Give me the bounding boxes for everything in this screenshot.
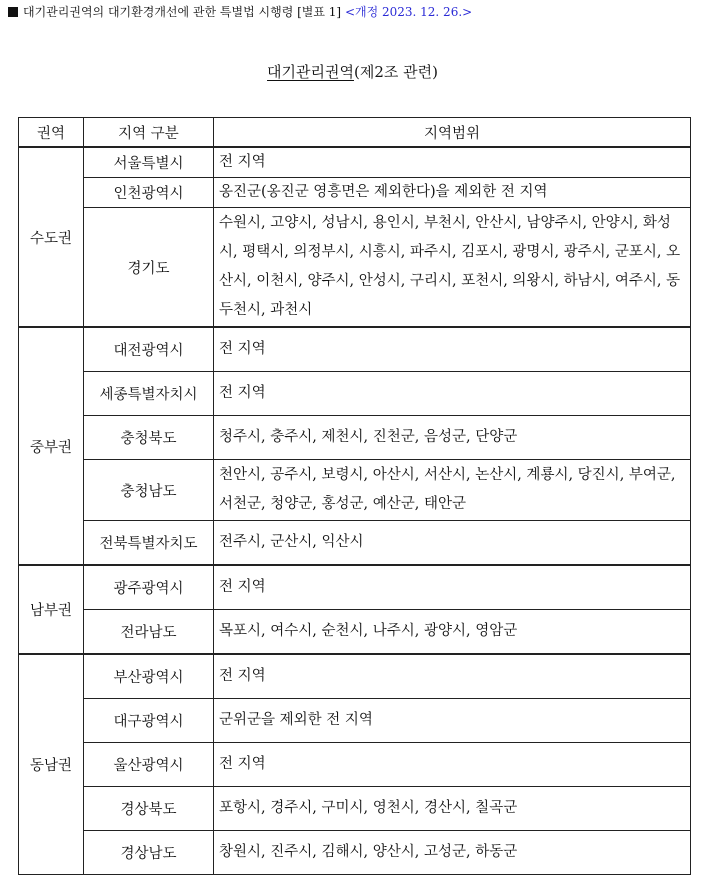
area-cell: 부산광역시 (84, 654, 214, 699)
square-bullet-icon (8, 7, 18, 17)
table-row (19, 460, 691, 521)
scope-cell: 전 지역 (214, 327, 691, 372)
area-cell: 울산광역시 (84, 743, 214, 787)
area-cell: 인천광역시 (84, 178, 214, 208)
scope-cell: 군위군을 제외한 전 지역 (214, 699, 691, 743)
scope-cell: 천안시, 공주시, 보령시, 아산시, 서산시, 논산시, 계룡시, 당진시, 부여군, 서천군, 청양군, 홍성군, 예산군, 태안군 (214, 460, 691, 521)
table-row (19, 699, 691, 743)
zone-southeast: 동남권 (19, 654, 84, 875)
header-area: 지역 구분 (84, 118, 214, 148)
page-title-suffix: (제2조 관련) (353, 63, 438, 81)
table-row (19, 178, 691, 208)
header-zone: 권역 (19, 118, 84, 148)
area-cell: 대구광역시 (84, 699, 214, 743)
scope-cell: 수원시, 고양시, 성남시, 용인시, 부천시, 안산시, 남양주시, 안양시, 화성시, 평택시, 의정부시, 시흥시, 파주시, 김포시, 광명시, 광주시, 군포시, 오산시, 이천시, 양주시, 안성시, 구리시, 포천시, 의왕시, 하남시, 여주시, 동두천시, 과천시 (214, 208, 691, 328)
table-row (19, 610, 691, 655)
scope-cell: 목포시, 여수시, 순천시, 나주시, 광양시, 영암군 (214, 610, 691, 655)
scope-cell: 전주시, 군산시, 익산시 (214, 521, 691, 566)
area-cell: 서울특별시 (84, 147, 214, 178)
area-cell: 충청남도 (84, 460, 214, 521)
area-cell: 충청북도 (84, 416, 214, 460)
scope-cell: 전 지역 (214, 565, 691, 610)
area-cell: 경상남도 (84, 831, 214, 875)
table-row (19, 565, 691, 610)
region-table (18, 117, 691, 875)
table-row (19, 147, 691, 178)
area-cell: 경기도 (84, 208, 214, 328)
header-scope: 지역범위 (214, 118, 691, 148)
table-row (19, 372, 691, 416)
table-row (19, 787, 691, 831)
area-cell: 전북특별자치도 (84, 521, 214, 566)
table-row (19, 208, 691, 328)
header-line (8, 4, 472, 20)
table-row (19, 743, 691, 787)
zone-capital: 수도권 (19, 147, 84, 327)
scope-cell: 포항시, 경주시, 구미시, 영천시, 경산시, 칠곡군 (214, 787, 691, 831)
scope-cell: 청주시, 충주시, 제천시, 진천군, 음성군, 단양군 (214, 416, 691, 460)
area-cell: 대전광역시 (84, 327, 214, 372)
table-row (19, 521, 691, 566)
table-row (19, 654, 691, 699)
table-row (19, 831, 691, 875)
scope-cell: 전 지역 (214, 372, 691, 416)
scope-cell: 전 지역 (214, 147, 691, 178)
area-cell: 전라남도 (84, 610, 214, 655)
scope-cell: 전 지역 (214, 743, 691, 787)
zone-central: 중부권 (19, 327, 84, 565)
amendment-link[interactable]: <개정 2023. 12. 26.> (344, 5, 473, 19)
scope-cell: 옹진군(옹진군 영흥면은 제외한다)을 제외한 전 지역 (214, 178, 691, 208)
area-cell: 광주광역시 (84, 565, 214, 610)
zone-southern: 남부권 (19, 565, 84, 654)
scope-cell: 전 지역 (214, 654, 691, 699)
area-cell: 세종특별자치시 (84, 372, 214, 416)
page-title (0, 62, 705, 82)
table-row (19, 327, 691, 372)
header-text: 대기관리권역의 대기환경개선에 관한 특별법 시행령 [별표 1] (23, 5, 342, 19)
page-title-main: 대기관리권역 (267, 63, 354, 81)
area-cell: 경상북도 (84, 787, 214, 831)
table-row (19, 416, 691, 460)
table-header-row (19, 118, 691, 148)
scope-cell: 창원시, 진주시, 김해시, 양산시, 고성군, 하동군 (214, 831, 691, 875)
